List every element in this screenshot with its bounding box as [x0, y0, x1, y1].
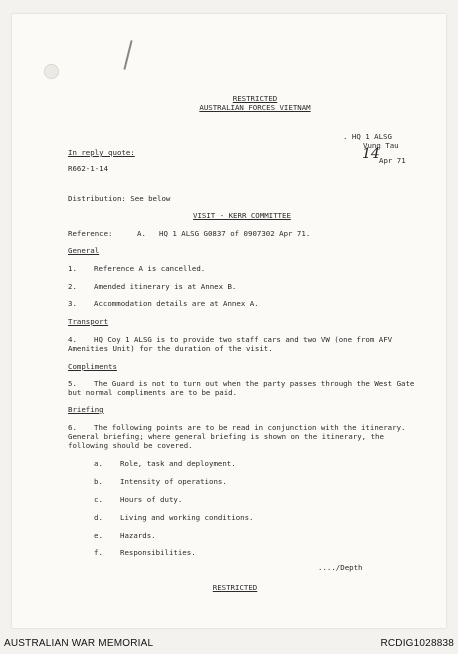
section-heading-transport: Transport: [68, 317, 109, 326]
paragraph-line: General briefing; where general briefing is shown on the itinerary, the: [68, 432, 384, 441]
date-month-year: Apr 71: [379, 156, 406, 165]
from-unit: . HQ 1 ALSG: [343, 132, 392, 141]
reference-text: HQ 1 ALSG G0837 of 0907302 Apr 71.: [159, 229, 311, 238]
subitem-letter: f.: [94, 548, 103, 557]
reply-label: In reply quote:: [68, 148, 135, 157]
distribution-line: Distribution: See below: [68, 194, 171, 203]
subitem-letter: c.: [94, 495, 103, 504]
item-num: 2.: [68, 282, 77, 291]
footer-right: RCDIG1028838: [380, 638, 454, 649]
paragraph-line: HQ Coy 1 ALSG is to provide two staff cars and two VW (one from AFV: [94, 335, 393, 344]
reference-label: Reference:: [68, 229, 113, 238]
subitem-letter: d.: [94, 513, 103, 522]
section-heading-compliments: Compliments: [68, 362, 117, 371]
paragraph-line: The following points are to be read in conjunction with the itinerary.: [94, 423, 406, 432]
section-heading-general: General: [68, 246, 100, 255]
date-day-handwritten: 14: [362, 146, 380, 162]
subitem-text: Living and working conditions.: [120, 513, 254, 522]
item-text: Accommodation details are at Annex A.: [94, 299, 259, 308]
item-num: 4.: [68, 335, 77, 344]
item-num: 6.: [68, 423, 77, 432]
item-text: Amended itinerary is at Annex B.: [94, 282, 237, 291]
org-heading: AUSTRALIAN FORCES VIETNAM: [199, 103, 311, 112]
continuation-note: ..../Depth: [318, 563, 363, 572]
section-heading-briefing: Briefing: [68, 405, 104, 414]
paragraph-line: following should be covered.: [68, 441, 193, 450]
paragraph-line: The Guard is not to turn out when the party passes through the West Gate: [94, 379, 415, 388]
subitem-text: Intensity of operations.: [120, 477, 227, 486]
reference-letter: A.: [137, 229, 146, 238]
classification-top: RESTRICTED: [232, 94, 278, 103]
reference-number: R662-1-14: [68, 164, 109, 173]
subject-heading: VISIT - KERR COMMITTEE: [193, 211, 291, 220]
paragraph-line: Amenities Unit) for the duration of the visit.: [68, 344, 273, 353]
subitem-letter: b.: [94, 477, 103, 486]
subitem-letter: e.: [94, 531, 103, 540]
subitem-text: Role, task and deployment.: [120, 459, 236, 468]
subitem-letter: a.: [94, 459, 103, 468]
subitem-text: Hazards.: [120, 531, 156, 540]
classification-bottom: RESTRICTED: [212, 583, 258, 592]
paragraph-line: but normal compliments are to be paid.: [68, 388, 238, 397]
subitem-text: Hours of duty.: [120, 495, 183, 504]
punch-hole: [44, 64, 59, 79]
item-text: Reference A is cancelled.: [94, 264, 206, 273]
footer-left: AUSTRALIAN WAR MEMORIAL: [4, 638, 154, 649]
location: Vung Tau: [363, 141, 399, 150]
subitem-text: Responsibilities.: [120, 548, 196, 557]
item-num: 3.: [68, 299, 77, 308]
item-num: 5.: [68, 379, 77, 388]
item-num: 1.: [68, 264, 77, 273]
